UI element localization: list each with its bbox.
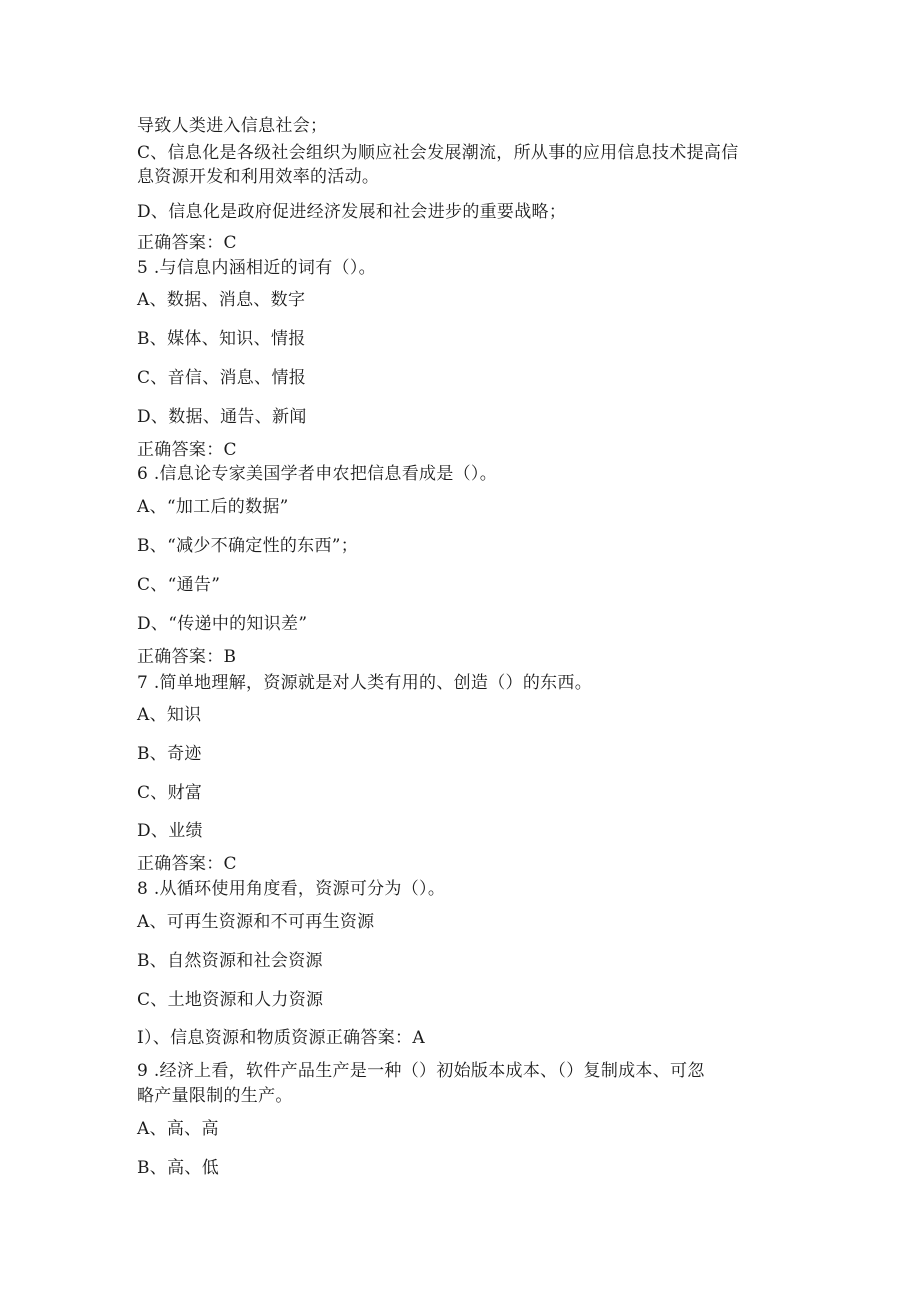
option-c: C、信息化是各级社会组织为顺应社会发展潮流，所从事的应用信息技术提高信	[137, 143, 739, 163]
option-a: A、可再生资源和不可再生资源	[137, 912, 375, 932]
question-9: 9 .经济上看，软件产品生产是一种（）初始版本成本、（）复制成本、可忽	[137, 1061, 705, 1081]
option-b: B、媒体、知识、情报	[137, 329, 306, 349]
option-c: C、“通告”	[137, 575, 221, 595]
answer-line: 正确答案：C	[137, 233, 237, 253]
option-c: C、财富	[137, 783, 203, 803]
answer-line: 正确答案：C	[137, 854, 237, 874]
option-d: D、信息化是政府促进经济发展和社会进步的重要战略；	[137, 202, 567, 222]
option-b: B、自然资源和社会资源	[137, 951, 323, 971]
question-5: 5 .与信息内涵相近的词有（）。	[137, 258, 376, 278]
option-b: B、高、低	[137, 1158, 219, 1178]
question-7: 7 .简单地理解，资源就是对人类有用的、创造（）的东西。	[137, 673, 593, 693]
answer-line: 正确答案：C	[137, 440, 237, 460]
option-d-with-answer: I）、信息资源和物质资源正确答案：A	[137, 1028, 425, 1048]
option-b: B、奇迹	[137, 744, 202, 764]
question-8: 8 .从循环使用角度看，资源可分为（）。	[137, 879, 446, 899]
option-a: A、“加工后的数据”	[137, 497, 289, 517]
option-c: C、土地资源和人力资源	[137, 990, 324, 1010]
option-d: D、“传递中的知识差”	[137, 614, 308, 634]
option-d: D、业绩	[137, 821, 203, 841]
text-line: 息资源开发和利用效率的活动。	[137, 167, 380, 187]
option-a: A、数据、消息、数字	[137, 290, 306, 310]
option-b: B、“减少不确定性的东西”；	[137, 536, 359, 556]
option-d: D、数据、通告、新闻	[137, 407, 307, 427]
option-a: A、高、高	[137, 1119, 219, 1139]
answer-line: 正确答案：B	[137, 647, 237, 667]
option-a: A、知识	[137, 705, 202, 725]
question-6: 6 .信息论专家美国学者申农把信息看成是（）。	[137, 464, 498, 484]
text-line: 导致人类进入信息社会；	[137, 116, 328, 136]
text-line: 略产量限制的生产。	[137, 1086, 293, 1106]
option-c: C、音信、消息、情报	[137, 368, 307, 388]
